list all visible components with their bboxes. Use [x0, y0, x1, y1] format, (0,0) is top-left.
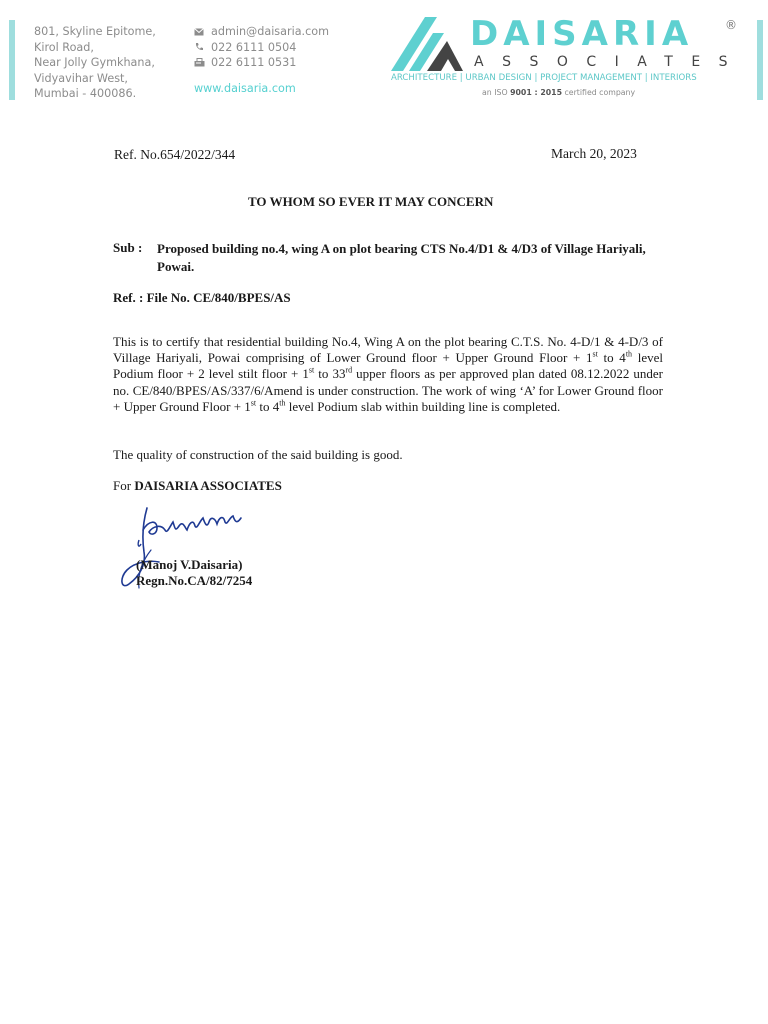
right-accent-bar — [757, 20, 763, 100]
ordinal-suffix: rd — [345, 366, 353, 376]
email-row — [194, 24, 329, 40]
logo-mark — [391, 17, 465, 78]
services-line: ARCHITECTURE | URBAN DESIGN | PROJECT MANAGEMENT | INTERIORS — [391, 73, 697, 83]
address-line: Near Jolly Gymkhana, — [34, 56, 155, 69]
body-text: to 4 — [597, 350, 626, 366]
signatory-name: (Manoj V.Daisaria) — [136, 557, 243, 572]
body-text: upper floors as per approved plan dated 08.12.2022 under no. CE/840/BPES/AS/337/6/Amend is under construction. The work of wing ‘A’ for Lower Ground floor + Upper Ground Floor + 1 — [113, 366, 663, 414]
brand-subtitle: ASSOCIATES — [474, 54, 747, 70]
address-line: Kirol Road, — [34, 40, 94, 54]
iso-number: 9001 : 2015 — [510, 88, 563, 97]
email-link[interactable]: admin@daisaria.com — [211, 25, 330, 38]
subject-label: Sub : — [113, 240, 143, 255]
fax-row — [194, 55, 329, 71]
letter-heading: TO WHOM SO EVER IT MAY CONCERN — [248, 194, 494, 209]
address-line: 801, Skyline Epitome, — [34, 25, 156, 38]
phone-number: 022 6111 0504 — [211, 40, 297, 54]
ordinal-suffix: th — [279, 398, 286, 408]
ordinal-suffix: th — [625, 349, 633, 359]
file-reference: Ref. : File No. CE/840/BPES/AS — [113, 290, 291, 305]
phone-row — [194, 40, 329, 56]
letterhead-address — [34, 24, 156, 102]
ordinal-suffix: st — [592, 349, 598, 359]
ordinal-suffix: st — [250, 398, 257, 408]
subject-text: Proposed building no.4, wing A on plot bearing CTS No.4/D1 & 4/D3 of Village Hariyali, Powai. — [157, 241, 646, 274]
iso-prefix: an ISO — [482, 88, 508, 97]
for-label: For — [113, 478, 132, 493]
registration-number: Regn.No.CA/82/7254 — [136, 573, 253, 588]
brand-name: DAISARIA — [470, 14, 694, 54]
body-text: level Podium floor + 2 level stilt floor + 1 — [113, 350, 663, 382]
quality-statement: The quality of construction of the said building is good. — [113, 447, 403, 462]
envelope-icon — [194, 26, 208, 38]
for-line — [113, 478, 282, 494]
body-text: This is to certify that residential building No.4, Wing A on the plot bearing C.T.S. No. 4-D/1 & 4-D/3 of Village Hariyali, Powai comprising of Lower Ground floor + Upper Ground Floor + 1 — [113, 334, 663, 366]
body-paragraph — [113, 334, 663, 415]
phone-icon — [194, 41, 208, 53]
iso-suffix: certified company — [564, 88, 636, 97]
left-accent-bar — [9, 20, 15, 100]
website-link[interactable]: www.daisaria.com — [194, 81, 296, 95]
reference-number: Ref. No.654/2022/344 — [114, 147, 236, 162]
body-text: to 33 — [314, 366, 346, 382]
fax-icon — [194, 57, 208, 69]
iso-line — [482, 88, 635, 97]
address-line: Vidyavihar West, — [34, 71, 128, 85]
subject-line — [113, 240, 673, 276]
signatory-block — [136, 557, 252, 589]
address-line: Mumbai - 400086. — [34, 87, 137, 100]
fax-number: 022 6111 0531 — [211, 56, 297, 69]
registered-mark: ® — [725, 18, 737, 32]
letter-date: March 20, 2023 — [551, 146, 637, 161]
body-text: to 4 — [256, 398, 280, 414]
letterhead-contact — [194, 24, 329, 96]
ordinal-suffix: st — [308, 366, 315, 376]
firm-name: DAISARIA ASSOCIATES — [134, 478, 282, 493]
body-text: level Podium slab within building line is completed. — [285, 398, 561, 414]
